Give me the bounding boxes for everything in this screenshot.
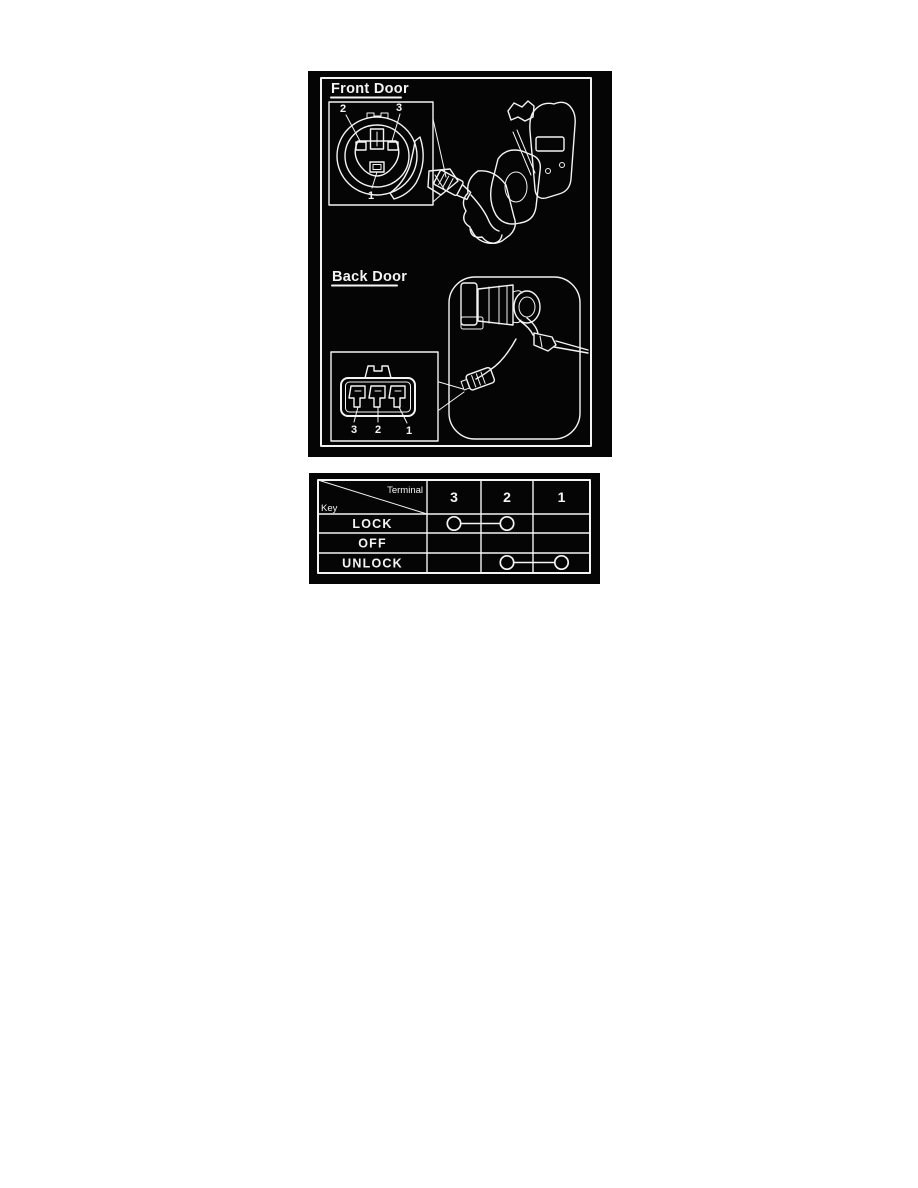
front-lock-screw-hole <box>546 169 551 174</box>
back-rod-connector <box>534 333 556 351</box>
column-header-terminal-2: 2 <box>503 489 511 505</box>
front-lock-left-arm <box>463 171 515 243</box>
table-text <box>321 485 566 571</box>
back-door-title: Back Door <box>332 269 408 285</box>
back-terminal-3-label: 3 <box>350 424 358 436</box>
front-lock-assembly-art <box>463 101 575 243</box>
column-header-terminal-1: 1 <box>557 489 566 505</box>
back-door-section <box>331 269 588 441</box>
corner-label-terminal: Terminal <box>387 485 423 496</box>
back-terminal-2-label: 2 <box>374 424 382 436</box>
front-terminal-1-pin <box>370 162 384 172</box>
front-terminal-2-leader <box>346 115 360 141</box>
front-plug-rib <box>439 174 445 185</box>
front-door-section <box>329 81 575 243</box>
door-lock-diagram <box>308 71 612 457</box>
continuity-circle-unlock <box>500 556 513 569</box>
front-inset-leader-bottom <box>433 193 443 202</box>
back-plug-rib <box>472 376 476 387</box>
row-label-off: OFF <box>358 536 387 551</box>
back-rod-connector-rib <box>540 336 542 347</box>
continuity-marks <box>447 517 568 569</box>
front-terminal-1-leader <box>372 172 377 188</box>
continuity-table <box>309 473 600 584</box>
front-terminal-3-leader <box>392 114 400 141</box>
back-plug-rib <box>476 374 480 385</box>
back-lock-bracket <box>461 283 477 325</box>
front-terminal-2-label: 2 <box>339 103 347 115</box>
back-inset-leader-bottom <box>439 392 464 410</box>
front-terminal-1-label: 1 <box>367 190 375 202</box>
front-lock-body-slot <box>536 137 564 151</box>
continuity-table-panel <box>309 473 600 584</box>
front-door-title: Front Door <box>331 81 409 97</box>
row-label-unlock: UNLOCK <box>342 556 403 571</box>
back-lock-bracket-foot <box>461 317 483 329</box>
front-plug-rib <box>443 176 449 187</box>
front-terminal-1-pin-inner <box>373 165 381 170</box>
back-terminal-1-label: 1 <box>405 425 413 437</box>
door-lock-diagram-panel <box>308 71 612 457</box>
row-label-lock: LOCK <box>352 517 393 531</box>
front-inset-leader-top <box>433 119 446 177</box>
front-terminal-3-label: 3 <box>395 102 403 114</box>
back-lock-barrel-inner <box>519 297 535 317</box>
back-harness-wire <box>476 339 516 379</box>
continuity-circle-unlock <box>555 556 568 569</box>
continuity-circle-lock <box>500 517 513 530</box>
back-lock-cylinder-art <box>460 283 588 393</box>
front-lock-screw-hole <box>560 163 565 168</box>
corner-label-key: Key <box>321 503 338 514</box>
front-harness-plug-body <box>433 170 463 196</box>
back-inset-leader-top <box>439 382 463 389</box>
column-header-terminal-3: 3 <box>450 489 458 505</box>
front-lock-center-detail <box>505 172 527 202</box>
back-lock-elbow <box>527 318 538 334</box>
continuity-circle-lock <box>447 517 460 530</box>
